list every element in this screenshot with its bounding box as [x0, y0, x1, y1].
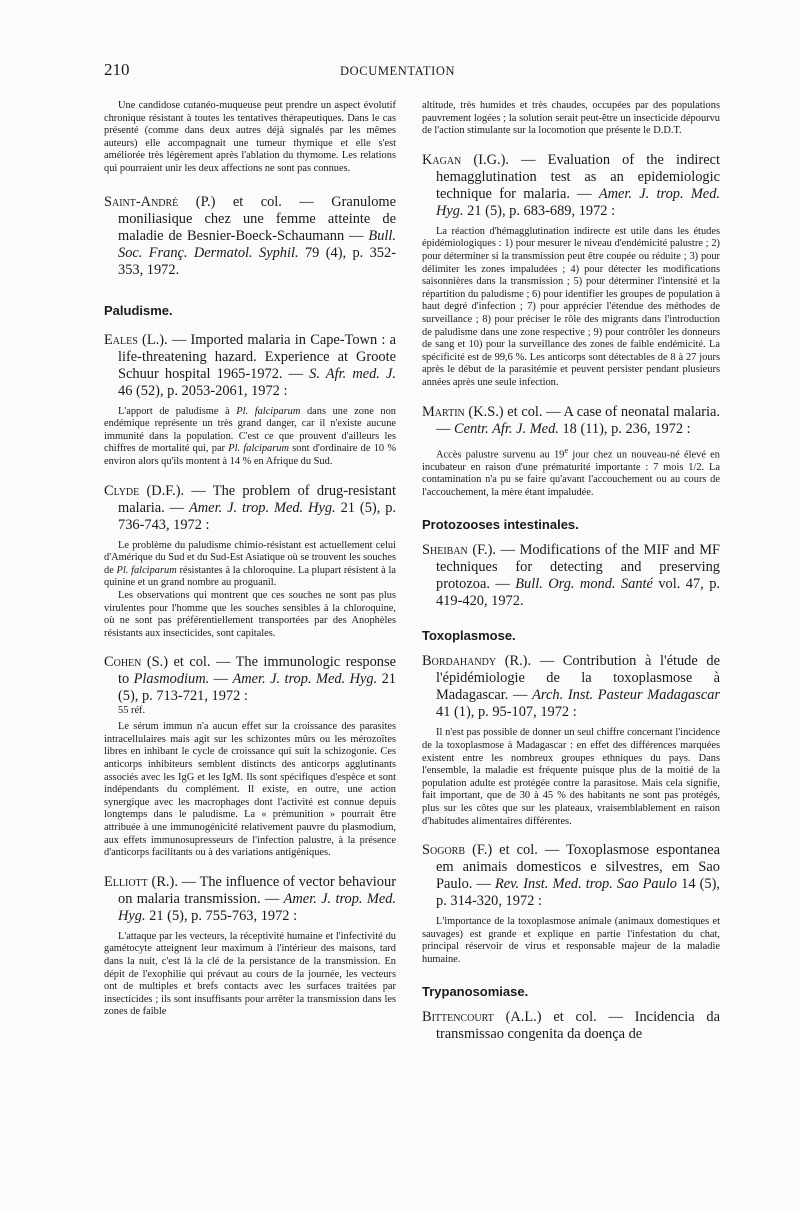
abstract-text: Accès palustre survenu au 19 [436, 448, 565, 460]
right-column [422, 100, 720, 1043]
reference-bordahandy [422, 653, 720, 721]
reference-elliott [104, 874, 396, 925]
abstract-candidose: Une candidose cutanéo-muqueuse peut prendre un aspect évolutif chronique résistant à toutes les tentatives thérapeutiques. Dans le cas présenté (comme dans deux autres déjà signalés par les mêmes auteurs) elle accompagnait une tumeur thymique et elle s'est améliorée très légèrement après l'ablation du thymome. Les relations qui pourraient unir les deux affections ne sont pas connues. [104, 100, 396, 174]
reference-martin [422, 404, 720, 438]
section-heading-paludisme: Paludisme. [104, 302, 173, 318]
running-head: DOCUMENTATION [340, 64, 456, 78]
reference-citation: 14 (5), p. 314-320, 1972 : [436, 876, 721, 910]
reference-citation: 41 (1), p. 95-107, 1972 : [436, 704, 577, 721]
section-heading-toxoplasmose: Toxoplasmose. [422, 628, 516, 644]
author-name: Clyde [104, 482, 140, 499]
abstract-elliott: L'attaque par les vecteurs, la réceptivité humaine et l'infectivité du gamétocyte atteignent leur maximum à l'intérieur des maisons, tard dans la nuit, c'est là la clé de la persistance de la transmission. En dépit de l'exophilie qui prévaut au cours de la journée, les vecteurs ont de multiples et brefs contacts avec les surfaces traitées par insecticides ; ils sont insuffisants pour arrêter la transmission dans les zones de faible [104, 930, 396, 1018]
reference-text: (L.). — Imported malaria in Cape-Town : a life-threatening hazard. Experience at Groote Schuur hospital 1965-1972. — [118, 331, 396, 382]
section-heading-protozooses: Protozooses intestinales. [422, 517, 579, 533]
abstract-text: Le problème du paludisme chimio-résistant est actuellement celui d'Amérique du Sud et du Sud-Est Asiatique où se trouvent les souches de [104, 539, 396, 576]
reference-saint-andre [104, 194, 396, 279]
abstract-sogorb: L'importance de la toxoplasmose animale (animaux domestiques et sauvages) est grande et explique en partie l'infestation du chat, principal réservoir de virus et responsable majeur de la maladie humaine. [422, 916, 720, 965]
abstract-text: L'apport de paludisme à [118, 405, 237, 417]
journal-title: Centr. Afr. J. Med. [454, 420, 559, 437]
reference-text: (S.) et col. — The immunologic response to [118, 654, 396, 688]
reference-text: (R.). — Contribution à l'étude de l'épidémiologie de la toxoplasmose à Madagascar. — [436, 653, 720, 704]
author-name: Bordahandy [422, 653, 497, 670]
reference-citation: 21 (5), p. 713-721, 1972 : [118, 671, 396, 705]
reference-citation: 18 (11), p. 236, 1972 : [558, 420, 691, 437]
reference-count: 55 réf. [118, 705, 146, 717]
abstract-elliott-continued: altitude, très humides et très chaudes, occupées par des populations pauvrement logées ; la solution serait peut-être un insecticide dépourvu de l'action stimulante sur la locomotion que présente le D.D.T. [422, 100, 720, 137]
species-name: Pl. falciparum [228, 443, 289, 455]
journal-title: Arch. Inst. Pasteur Madagascar [532, 687, 721, 704]
reference-text: (D.F.). — The problem of drug-resistant malaria. — [118, 482, 396, 516]
species-name: Pl. falciparum [116, 564, 177, 576]
reference-citation: 79 (4), p. 352-353, 1972. [118, 244, 396, 278]
reference-text: (P.) et col. — Granulome moniliasique chez une femme atteinte de maladie de Besnier-Boeck-Schaumann — [118, 193, 396, 244]
reference-sogorb [422, 842, 720, 910]
reference-citation: vol. 47, p. 419-420, 1972. [436, 576, 721, 610]
reference-text: — [209, 671, 233, 688]
journal-title: Bull. Soc. Franç. Dermatol. Syphil. [118, 227, 396, 261]
reference-bittencourt [422, 1009, 720, 1043]
journal-title: Amer. J. trop. Med. Hyg. [232, 671, 378, 688]
abstract-bordahandy: Il n'est pas possible de donner un seul chiffre concernant l'incidence de la toxoplasmose à Madagascar : en effet des différences marquées existent entre les nombreux groupes ethniques du pays. Dans l'ensemble, la maladie est fréquente puisque plus de la moitié de la population adulte est protégée contre la parasitose. Mais cela signifie, fait important, que de 30 à 45 % des habitants ne sont pas protégés, plus sur les côtes que sur les plateaux, vraisemblablement en raison d'habitudes alimentaires différentes. [422, 727, 720, 827]
reference-text: (F.) et col. — Toxoplasmose espontanea em animais domesticos e silvestres, em Sao Paulo. — [436, 842, 720, 893]
reference-text: (R.). — The influence of vector behaviour on malaria transmission. — [118, 873, 396, 907]
reference-kagan [422, 152, 720, 220]
page-number: 210 [104, 60, 130, 79]
reference-citation: 21 (5), p. 755-763, 1972 : [145, 907, 298, 924]
reference-clyde [104, 483, 396, 534]
author-name: Bittencourt [422, 1009, 494, 1026]
abstract-kagan: La réaction d'hémagglutination indirecte est utile dans les études épidémiologiques : 1) pour mesurer le niveau d'endémicité palustre ; 2) pour déterminer si la transmission peut être coupée ou réduite ; 3) pour délimiter les zones impaludées ; 4) pour détecter les modifications saisonnières dans la transmission ; 5) pour déterminer l'intensité et la répartition du paludisme ; 6) pour identifier les groupes de population à haut degré d'infection ; 7) pour apprécier l'étendue des méthodes de surveillance ; 8) pour préciser le rôle des migrants dans l'introduction de paludisme dans une zone respective ; 9) pour contrôler les donneurs de sang et 10) pour la surveillance des zones de faible endémicité. La spécificité est de 99,6 %. Les anticorps sont détectables de 8 à 27 jours après le début de la parasitémie et peuvent persister pendant plusieurs années après une seule infection. [422, 225, 720, 388]
author-name: Cohen [104, 654, 142, 671]
author-name: Kagan [422, 151, 462, 168]
reference-citation: 21 (5), p. 736-743, 1972 : [118, 499, 397, 533]
author-name: Sheiban [422, 542, 468, 559]
abstract-cohen: Le sérum immun n'a aucun effet sur la croissance des parasites intracellulaires mais agit sur les schizontes mûrs ou les mérozoïtes libres en inhibant le cycle de croissance qui suit la schizogonie. Ces anticorps inhibiteurs semblent distincts des anticorps agglutinants associés avec les IgG et les IgM. Ils sont spécifiques d'espèce et sont indépendants du complément. Il existe, en outre, une action synergique avec les macrophages dont l'activité est connue depuis longtemps dans le paludisme. La « prémunition » pourrait être attribuée à une immunogénicité relativement pauvre du plasmodium, aux effets immunosupresseurs de l'infection palustre, à la présence d'anticorps facilitants ou à des variations antigéniques. [104, 721, 396, 859]
title-italic: Plasmodium. [133, 671, 210, 688]
abstract-clyde-2: Les observations qui montrent que ces souches ne sont pas plus virulentes pour l'homme que les souches sensibles à la chloroquine, où ne sont pas préférentiellement transportées par des Anophèles résistants aux insecticides, sont capitales. [104, 589, 396, 639]
author-name: Eales [104, 331, 138, 348]
reference-sheiban [422, 542, 720, 610]
reference-text: (I.G.). — Evaluation of the indirect hemagglutination test as an epidemiologic technique for malaria. — [436, 151, 720, 202]
journal-title: Amer. J. trop. Med. Hyg. [436, 185, 720, 219]
abstract-text: résistantes à la chloroquine. La plupart résistent à la quinine et un grand nombre au proguanil. [104, 564, 397, 589]
abstract-text: sont d'ordinaire de 10 % environ alors qu'ils montent à 14 % en Afrique du Sud. [104, 443, 397, 467]
abstract-text: jour chez un nouveau-né élevé en incubateur en raison d'une prématurité importante : 7 mois 1/2. La contamination n'a pu se faire qu'avant l'accouchement ou au cours de l'accouchement, la mère étant impaludée. [422, 448, 720, 498]
reference-text: (A.L.) et col. — Incidencia da transmissao congenita da doença de [436, 1009, 720, 1043]
reference-citation: 21 (5), p. 683-689, 1972 : [463, 202, 616, 219]
reference-eales [104, 332, 396, 400]
journal-title: S. Afr. med. J. [309, 365, 396, 382]
abstract-eales [104, 406, 396, 469]
author-name: Saint-André [104, 193, 179, 210]
reference-text: (K.S.) et col. — A case of neonatal malaria. — [436, 403, 720, 437]
journal-title: Rev. Inst. Med. trop. Sao Paulo [495, 876, 678, 893]
author-name: Martin [422, 403, 465, 420]
journal-title: Amer. J. trop. Med. Hyg. [118, 890, 397, 924]
reference-text: (F.). — Modifications of the MIF and MF techniques for detecting and preserving protozoa. — [436, 542, 720, 593]
species-name: Pl. falciparum [236, 405, 301, 417]
journal-title: Bull. Org. mond. Santé [515, 576, 653, 593]
journal-title: Amer. J. trop. Med. Hyg. [189, 499, 336, 516]
left-column [104, 100, 396, 1019]
abstract-text: dans une zone non endémique représente un très grand danger, car il n'existe aucune immunité dans la population. C'est ce que prouvent d'ailleurs les chiffres de mortalité qui, par [104, 405, 396, 455]
ordinal-suffix: e [564, 444, 569, 455]
abstract-martin [422, 444, 720, 500]
abstract-clyde-1 [104, 540, 396, 590]
author-name: Elliott [104, 873, 148, 890]
author-name: Sogorb [422, 842, 466, 859]
reference-citation: 46 (52), p. 2053-2061, 1972 : [118, 382, 288, 399]
reference-cohen [104, 654, 396, 705]
section-heading-trypanosomiase: Trypanosomiase. [422, 984, 529, 1000]
